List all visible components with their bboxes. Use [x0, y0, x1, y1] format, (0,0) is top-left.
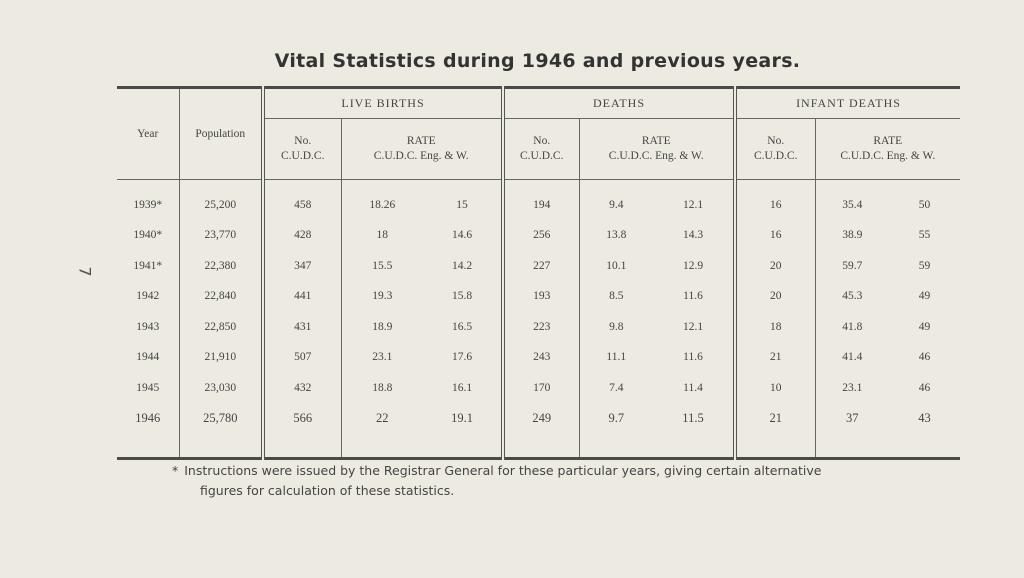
table-cell: 10: [735, 373, 815, 404]
table-cell: 243: [503, 342, 579, 373]
table-cell: 43: [918, 410, 931, 425]
table-cell: 41.4: [842, 351, 863, 364]
table-cell: 223: [503, 312, 579, 343]
page-title: Vital Statistics during 1946 and previous years.: [274, 50, 801, 72]
table-cell: 18.9: [372, 320, 393, 333]
table-row: [117, 220, 960, 251]
table-cell: 22,380: [179, 251, 263, 282]
footnote-line-1: Instructions were issued by the Registrar General for these particular years, giving certain alternative: [184, 463, 822, 478]
header-year: Year: [117, 88, 179, 180]
table-cell: 1944: [117, 342, 179, 373]
table-cell: 22,850: [179, 312, 263, 343]
table-cell: 14.3: [653, 220, 735, 251]
table-cell: 41.8: [842, 320, 863, 333]
table-cell: 49: [918, 290, 931, 303]
table-cell: 1943: [117, 312, 179, 343]
table-cell: 1942: [117, 281, 179, 312]
table-cell: 59: [918, 259, 931, 272]
table-cell: 441: [263, 281, 341, 312]
table-cell: 16: [735, 180, 815, 221]
table-cell: 16: [735, 220, 815, 251]
table-cell: 46: [918, 381, 931, 394]
table-cell: 458: [263, 180, 341, 221]
footnote-asterisk: *: [172, 463, 179, 478]
table-cell: 249: [503, 403, 579, 434]
table-cell: 18.8: [372, 381, 393, 394]
table-cell: 194: [503, 180, 579, 221]
table-cell: 16.5: [423, 312, 503, 343]
table-cell: 256: [503, 220, 579, 251]
table-cell: 21: [735, 342, 815, 373]
footnote: [172, 461, 892, 501]
table-cell: 8.5: [609, 290, 624, 303]
table-cell: 23.1: [842, 381, 863, 394]
table-cell: 20: [735, 251, 815, 282]
header-infant-deaths: INFANT DEATHS: [735, 88, 960, 119]
table-row: [117, 373, 960, 404]
table-cell: 55: [918, 229, 931, 242]
table-cell: 19.1: [423, 403, 503, 434]
table-cell: 16.1: [423, 373, 503, 404]
table-cell: 193: [503, 281, 579, 312]
table-body: [117, 180, 960, 459]
table-cell: 1945: [117, 373, 179, 404]
table-cell: 507: [263, 342, 341, 373]
table-row: [117, 251, 960, 282]
table-cell: 9.8: [609, 320, 624, 333]
table-cell: 23,770: [179, 220, 263, 251]
header-population: Population: [179, 88, 263, 180]
table-cell: 170: [503, 373, 579, 404]
table-cell: 11.1: [606, 351, 627, 364]
table-row: [117, 180, 960, 221]
table-cell: 431: [263, 312, 341, 343]
header-live-births-no: No. C.U.D.C.: [263, 119, 341, 180]
table-cell: 12.9: [653, 251, 735, 282]
table-cell: 18: [376, 229, 388, 242]
header-deaths: DEATHS: [503, 88, 735, 119]
table-cell: 1940*: [117, 220, 179, 251]
table-cell: 10.1: [606, 259, 627, 272]
table-cell: 227: [503, 251, 579, 282]
table-cell: 13.8: [606, 229, 627, 242]
table-cell: 22: [376, 410, 389, 425]
table-cell: 11.4: [653, 373, 735, 404]
table-cell: 12.1: [653, 180, 735, 221]
table-row: [117, 342, 960, 373]
table-cell: 9.7: [608, 410, 625, 425]
table-cell: 1939*: [117, 180, 179, 221]
table-cell: 1941*: [117, 251, 179, 282]
header-infant-deaths-no: No. C.U.D.C.: [735, 119, 815, 180]
table-cell: 45.3: [842, 290, 863, 303]
table-cell: 432: [263, 373, 341, 404]
header-deaths-no: No. C.U.D.C.: [503, 119, 579, 180]
table-cell: 15.5: [372, 259, 393, 272]
header-live-births-rate: RATE C.U.D.C. Eng. & W.: [341, 119, 503, 180]
table-cell: 11.6: [653, 281, 735, 312]
footnote-line-2: figures for calculation of these statistics.: [200, 483, 455, 498]
header-deaths-rate: RATE C.U.D.C. Eng. & W.: [579, 119, 735, 180]
table-cell: 22,840: [179, 281, 263, 312]
page-number: 7: [75, 266, 95, 277]
table-cell: 15: [423, 180, 503, 221]
table-cell: 59.7: [842, 259, 863, 272]
table-cell: 11.6: [653, 342, 735, 373]
table-cell: 14.2: [423, 251, 503, 282]
table-cell: 347: [263, 251, 341, 282]
table-cell: 566: [263, 403, 341, 434]
table-cell: 20: [735, 281, 815, 312]
table-cell: 19.3: [372, 290, 393, 303]
table-row: [117, 281, 960, 312]
table-cell: 15.8: [423, 281, 503, 312]
table-cell: 49: [918, 320, 931, 333]
table-cell: 11.5: [653, 403, 735, 434]
table-cell: 25,200: [179, 180, 263, 221]
table-cell: 25,780: [179, 403, 263, 434]
table-cell: 14.6: [423, 220, 503, 251]
table-cell: 7.4: [609, 381, 624, 394]
table-cell: 50: [918, 199, 931, 211]
header-live-births: LIVE BIRTHS: [263, 88, 503, 119]
header-infant-deaths-rate: RATE C.U.D.C. Eng. & W.: [840, 135, 936, 162]
table-row: [117, 312, 960, 343]
table-cell: 17.6: [423, 342, 503, 373]
table-row: [117, 403, 960, 434]
table-cell: 428: [263, 220, 341, 251]
table-cell: 46: [918, 351, 931, 364]
table-cell: 1946: [117, 403, 179, 434]
table-cell: 23.1: [372, 351, 393, 364]
vital-statistics-table: [117, 86, 960, 460]
table-cell: 18.26: [369, 199, 396, 211]
table-cell: 37: [846, 410, 859, 425]
table-cell: 23,030: [179, 373, 263, 404]
table-cell: 9.4: [609, 199, 624, 211]
table-cell: 18: [735, 312, 815, 343]
table-cell: 21,910: [179, 342, 263, 373]
table-cell: 35.4: [842, 199, 863, 211]
table-cell: 12.1: [653, 312, 735, 343]
table-cell: 21: [735, 403, 815, 434]
table-cell: 38.9: [842, 229, 863, 242]
